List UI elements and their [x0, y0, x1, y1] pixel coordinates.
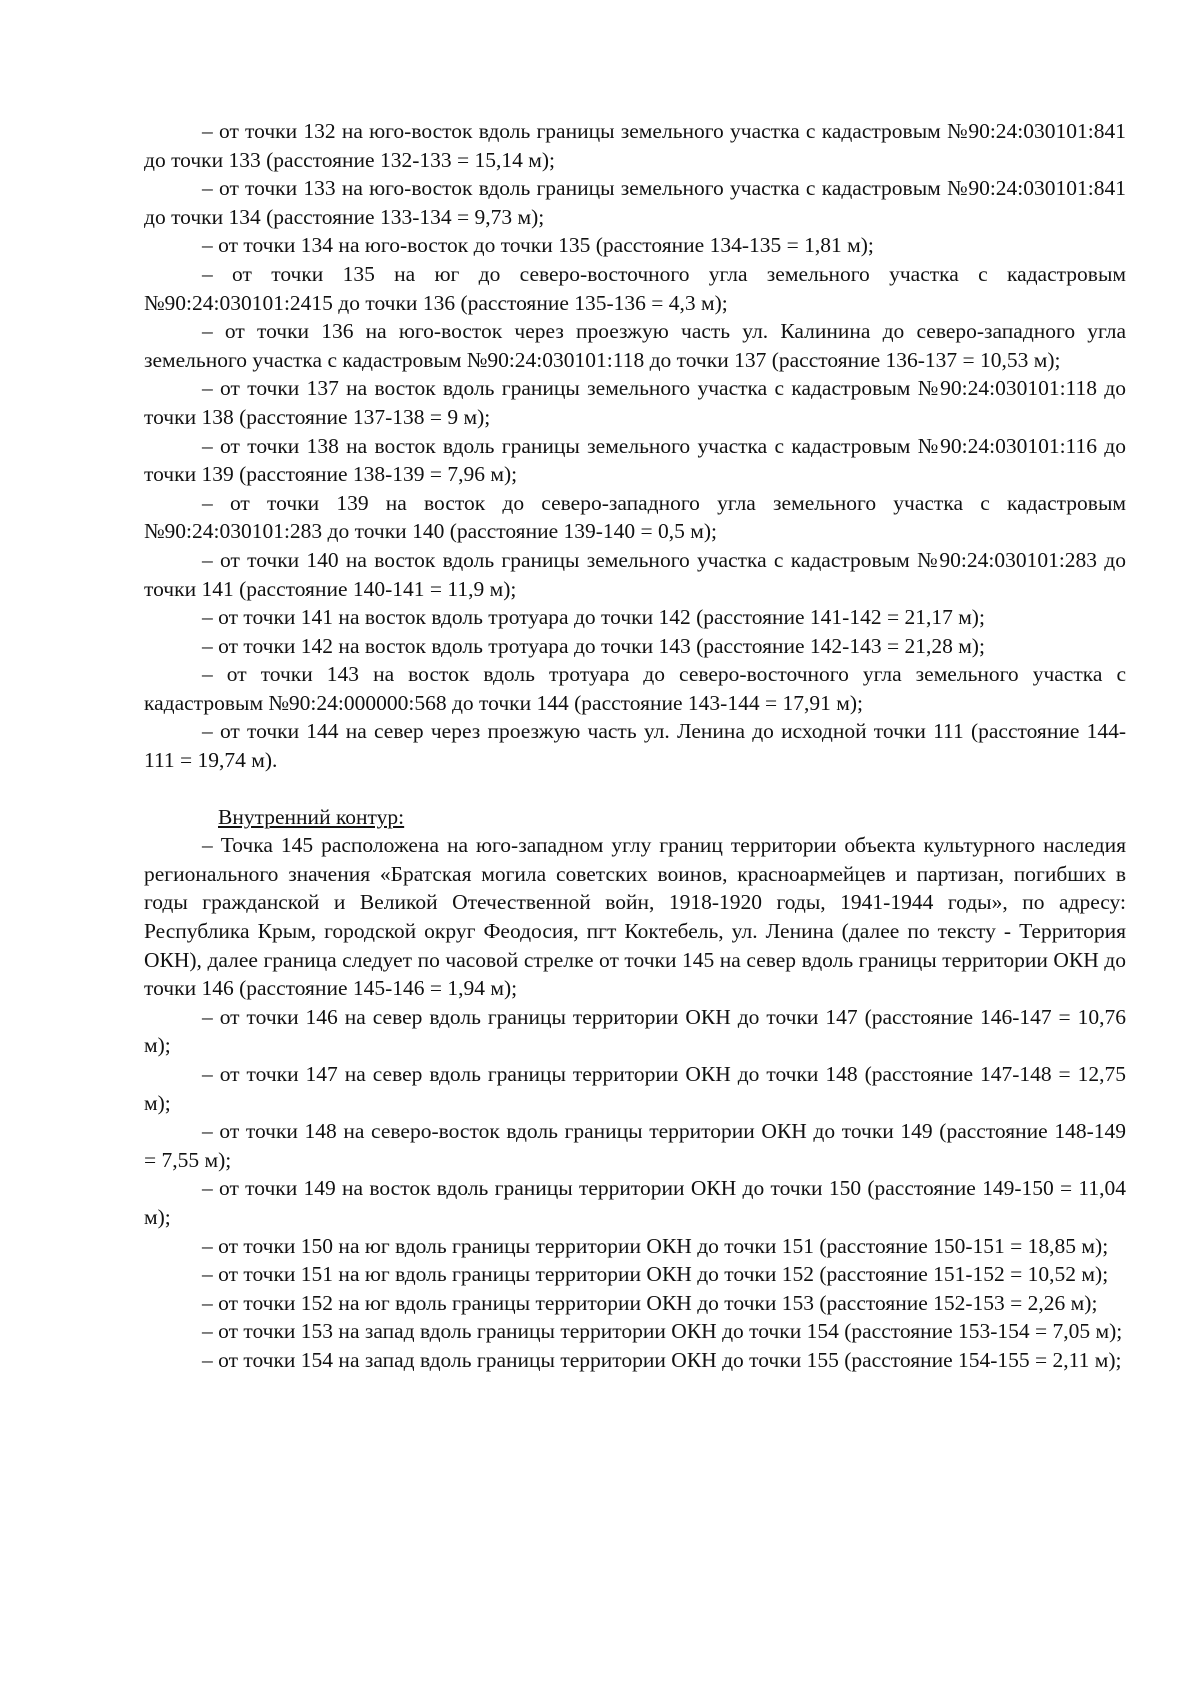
paragraph-point-151: – от точки 151 на юг вдоль границы территории ОКН до точки 152 (расстояние 151-152 = 10,52 м); [202, 1262, 1109, 1287]
paragraph-point-140: – от точки 140 на восток вдоль границы земельного участка с кадастровым №90:24:030101:283 до точки 141 (расстояние 140-141 = 11,9 м); [144, 547, 1126, 601]
paragraph-point-149: – от точки 149 на восток вдоль границы территории ОКН до точки 150 (расстояние 149-150 = 11,04 м); [144, 1176, 1126, 1229]
paragraph-point-148: – от точки 148 на северо-восток вдоль границы территории ОКН до точки 149 (расстояние 148-149 = 7,55 м); [144, 1119, 1126, 1172]
document-page [144, 117, 1126, 1375]
paragraph-point-137: – от точки 137 на восток вдоль границы земельного участка с кадастровым №90:24:030101:118 до точки 138 (расстояние 137-138 = 9 м); [144, 376, 1126, 429]
inner-contour-heading: Внутренний контур: [218, 804, 405, 829]
inner-contour-section [144, 831, 1126, 1374]
paragraph-point-135: – от точки 135 на юг до северо-восточного угла земельного участка с кадастровым №90:24:030101:2415 до точки 136 (расстояние 135-136 = 4,3 м); [144, 261, 1126, 315]
paragraph-point-153: – от точки 153 на запад вдоль границы территории ОКН до точки 154 (расстояние 153-154 = 7,05 м); [202, 1319, 1123, 1344]
paragraph-point-147: – от точки 147 на север вдоль границы территории ОКН до точки 148 (расстояние 147-148 = 12,75 м); [144, 1062, 1126, 1115]
paragraph-point-139: – от точки 139 на восток до северо-западного угла земельного участка с кадастровым №90:24:030101:283 до точки 140 (расстояние 139-140 = 0,5 м); [144, 490, 1126, 544]
paragraph-point-143: – от точки 143 на восток вдоль тротуара до северо-восточного угла земельного участка с кадастровым №90:24:000000:568 до точки 144 (расстояние 143-144 = 17,91 м); [144, 662, 1126, 715]
paragraph-point-132: – от точки 132 на юго-восток вдоль границы земельного участка с кадастровым №90:24:030101:841 до точки 133 (расстояние 132-133 = 15,14 м); [144, 119, 1126, 172]
paragraph-point-152: – от точки 152 на юг вдоль границы территории ОКН до точки 153 (расстояние 152-153 = 2,26 м); [202, 1290, 1098, 1315]
paragraph-point-154: – от точки 154 на запад вдоль границы территории ОКН до точки 155 (расстояние 154-155 = 2,11 м); [202, 1347, 1122, 1372]
section-spacer [144, 775, 1126, 803]
paragraph-point-150: – от точки 150 на юг вдоль границы территории ОКН до точки 151 (расстояние 150-151 = 18,85 м); [202, 1233, 1109, 1258]
paragraph-point-145: – Точка 145 расположена на юго-западном углу границ территории объекта культурного наследия регионального значения «Братская могила советских воинов, красноармейцев и партизан, погибших в годы гражданской и Великой Отечественной войн, 1918-1920 годы, 1941-1944 годы», по адресу: Республика Крым, городской округ Феодосия, пгт Коктебель, ул. Ленина (далее по тексту - Территория ОКН), далее граница следует по часовой стрелке от точки 145 на север вдоль границы территории ОКН до точки 146 (расстояние 145-146 = 1,94 м); [144, 833, 1126, 1001]
paragraph-point-134: – от точки 134 на юго-восток до точки 135 (расстояние 134-135 = 1,81 м); [202, 233, 874, 258]
outer-contour-section [144, 117, 1126, 775]
paragraph-point-133: – от точки 133 на юго-восток вдоль границы земельного участка с кадастровым №90:24:030101:841 до точки 134 (расстояние 133-134 = 9,73 м); [144, 176, 1126, 229]
paragraph-point-141: – от точки 141 на восток вдоль тротуара до точки 142 (расстояние 141-142 = 21,17 м); [202, 605, 985, 630]
paragraph-point-136: – от точки 136 на юго-восток через проезжую часть ул. Калинина до северо-западного угла земельного участка с кадастровым №90:24:030101:118 до точки 137 (расстояние 136-137 = 10,53 м); [144, 319, 1126, 372]
paragraph-point-138: – от точки 138 на восток вдоль границы земельного участка с кадастровым №90:24:030101:116 до точки 139 (расстояние 138-139 = 7,96 м); [144, 433, 1126, 487]
paragraph-point-142: – от точки 142 на восток вдоль тротуара до точки 143 (расстояние 142-143 = 21,28 м); [202, 633, 985, 658]
paragraph-point-146: – от точки 146 на север вдоль границы территории ОКН до точки 147 (расстояние 146-147 = 10,76 м); [144, 1004, 1126, 1058]
paragraph-point-144: – от точки 144 на север через проезжую часть ул. Ленина до исходной точки 111 (расстояние 144-111 = 19,74 м). [144, 719, 1126, 773]
